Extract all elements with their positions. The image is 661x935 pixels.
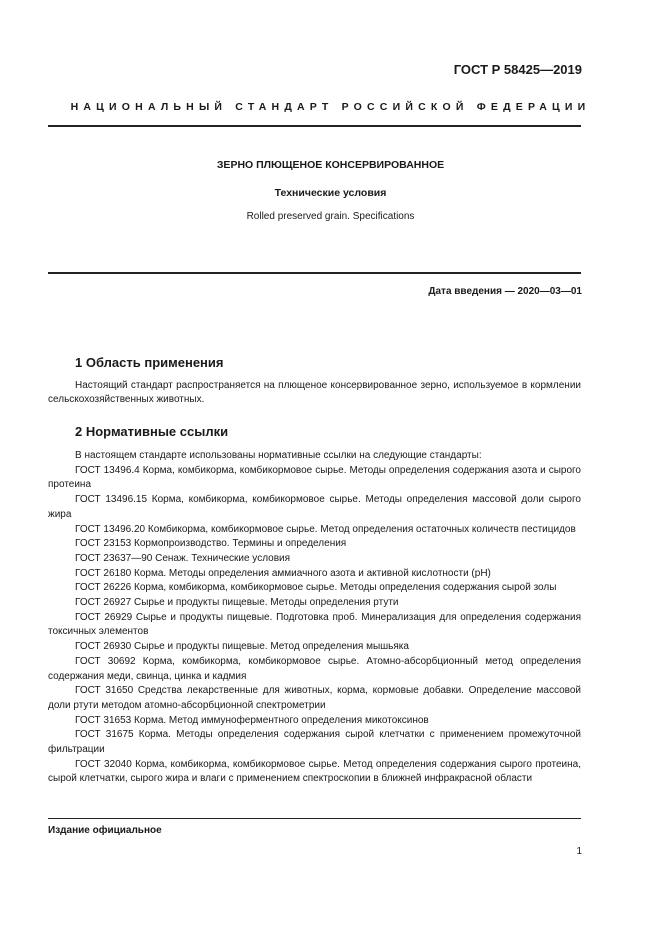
references-intro: В настоящем стандарте использованы нормативные ссылки на следующие стандарты: [75, 450, 482, 461]
reference-item: ГОСТ 23637—90 Сенаж. Технические условия [75, 552, 291, 564]
reference-item: ГОСТ 13496.20 Комбикорма, комбикормовое сырье. Метод определения остаточных количеств пестицидов [75, 523, 576, 535]
reference-item: ГОСТ 30692 Корма, комбикорма, комбикормовое сырье. Атомно-абсорбционный метод определения содержания меди, свинца, цинка и кадмия [48, 655, 581, 682]
reference-item: ГОСТ 23153 Кормопроизводство. Термины и определения [75, 538, 347, 550]
reference-item: ГОСТ 26927 Сырье и продукты пищевые. Методы определения ртути [75, 597, 399, 609]
section-1-heading: 1 Область применения [75, 355, 224, 370]
reference-item: ГОСТ 31653 Корма. Метод иммуноферментного определения микотоксинов [75, 714, 429, 726]
page-number: 1 [576, 846, 582, 857]
reference-item: ГОСТ 26930 Сырье и продукты пищевые. Метод определения мышьяка [75, 641, 409, 653]
reference-item: ГОСТ 32040 Корма, комбикорма, комбикормовое сырье. Метод определения содержания сырого протеина, сырой клетчатки, сырого жира и влаги с применением спектроскопии в ближней инфракрасной области [48, 758, 581, 785]
reference-item: ГОСТ 31650 Средства лекарственные для животных, корма, кормовые добавки. Определение массовой доли ртути методом атомно-абсорбционной спектрометрии [48, 685, 581, 711]
reference-item: ГОСТ 13496.4 Корма, комбикорма, комбикормовое сырье. Методы определения содержания азота и сырого протеина [48, 464, 581, 491]
section-1-text: Настоящий стандарт распространяется на плющеное консервированное зерно, используемое в кормлении сельскохозяйственных животных. [48, 380, 581, 405]
national-standard-heading: НАЦИОНАЛЬНЫЙ СТАНДАРТ РОССИЙСКОЙ ФЕДЕРАЦИИ [70, 101, 591, 113]
intro-date: Дата введения — 2020—03—01 [428, 286, 582, 297]
doc-number: ГОСТ Р 58425—2019 [453, 62, 582, 77]
doc-title: ЗЕРНО ПЛЮЩЕНОЕ КОНСЕРВИРОВАННОЕ [216, 159, 445, 171]
footer-divider [48, 818, 581, 819]
middle-divider [48, 272, 581, 274]
references-list [48, 449, 581, 787]
official-edition-label: Издание официальное [48, 825, 162, 836]
doc-english-title: Rolled preserved grain. Specifications [246, 211, 415, 222]
reference-item: ГОСТ 26929 Сырье и продукты пищевые. Подготовка проб. Минерализация для определения содержания токсичных элементов [48, 611, 581, 638]
reference-item: ГОСТ 13496.15 Корма, комбикорма, комбикормовое сырье. Методы определения массовой доли сырого жира [48, 494, 581, 520]
doc-subtitle: Технические условия [274, 187, 387, 199]
reference-item: ГОСТ 26226 Корма, комбикорма, комбикормовое сырье. Методы определения содержания сырой золы [75, 582, 557, 594]
top-divider [48, 125, 581, 127]
section-2-heading: 2 Нормативные ссылки [75, 424, 229, 439]
reference-item: ГОСТ 26180 Корма. Методы определения аммиачного азота и активной кислотности (pH) [75, 567, 491, 579]
reference-item: ГОСТ 31675 Корма. Методы определения содержания сырой клетчатки с применением промежуточной фильтрации [48, 729, 581, 756]
